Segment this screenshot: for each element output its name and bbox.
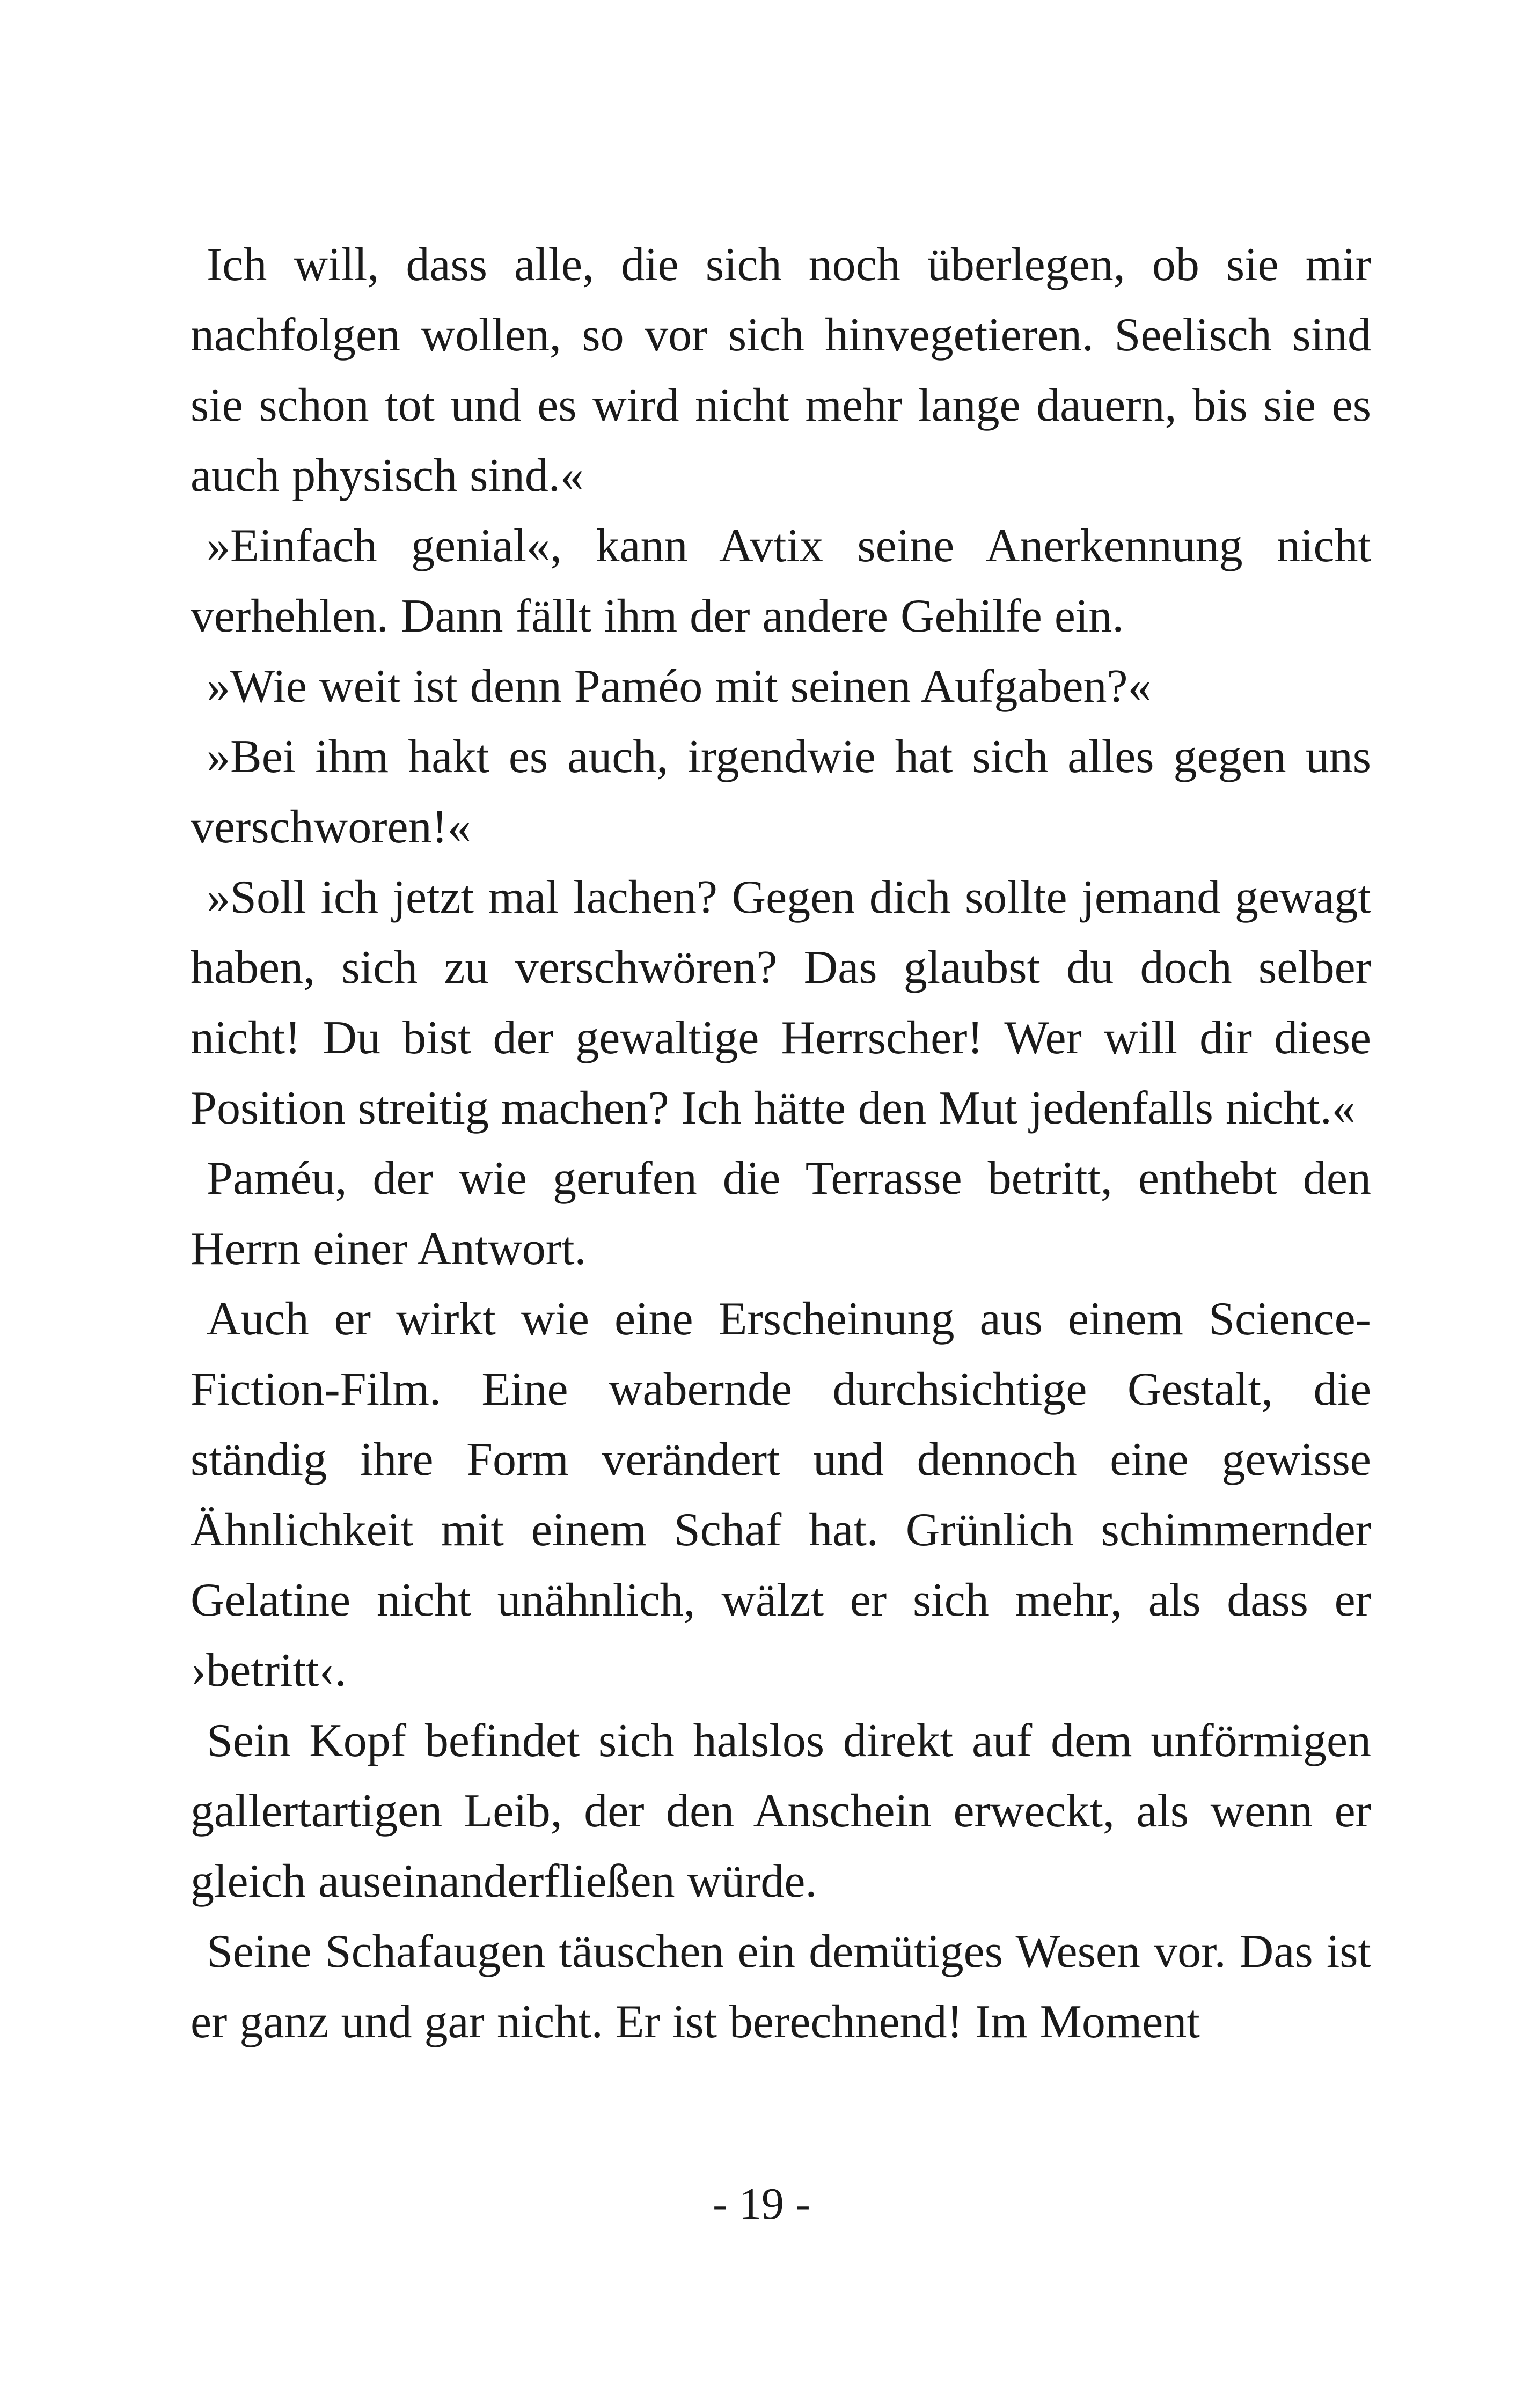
body-text xyxy=(191,230,1371,2057)
paragraph: »Soll ich jetzt mal lachen? Gegen dich sollte jemand gewagt haben, sich zu verschwören? Das glaubst du doch selber nicht! Du bist der gewaltige Herrscher! Wer will dir diese Position streitig machen? Ich hätte den Mut jedenfalls nicht.« xyxy=(191,871,1371,1134)
paragraph: Sein Kopf befindet sich halslos direkt auf dem unförmigen gallertartigen Leib, der den Anschein erweckt, als wenn er gleich auseinanderfließen würde. xyxy=(191,1715,1371,1907)
paragraph: Paméu, der wie gerufen die Terrasse betritt, enthebt den Herrn einer Antwort. xyxy=(191,1152,1371,1275)
paragraph: »Bei ihm hakt es auch, irgendwie hat sich alles gegen uns verschworen!« xyxy=(191,731,1371,853)
paragraph: Seine Schafaugen täuschen ein demütiges Wesen vor. Das ist er ganz und gar nicht. Er ist berechnend! Im Moment xyxy=(191,1926,1371,2048)
paragraph: Ich will, dass alle, die sich noch überlegen, ob sie mir nachfolgen wollen, so vor sich hinvegetieren. Seelisch sind sie schon tot und es wird nicht mehr lange dauern, bis sie es auch physisch sind.« xyxy=(191,239,1371,502)
page-number: - 19 - xyxy=(713,2179,810,2229)
paragraph: »Einfach genial«, kann Avtix seine Anerkennung nicht verhehlen. Dann fällt ihm der andere Gehilfe ein. xyxy=(191,520,1371,642)
paragraph: »Wie weit ist denn Paméo mit seinen Aufgaben?« xyxy=(207,660,1152,713)
paragraph: Auch er wirkt wie eine Erscheinung aus einem Science-Fiction-Film. Eine wabernde durchsichtige Gestalt, die ständig ihre Form verändert und dennoch eine gewisse Ähnlichkeit mit einem Schaf hat. Grünlich schimmernder Gelatine nicht unähnlich, wälzt er sich mehr, als dass er ›betritt‹. xyxy=(191,1293,1371,1697)
